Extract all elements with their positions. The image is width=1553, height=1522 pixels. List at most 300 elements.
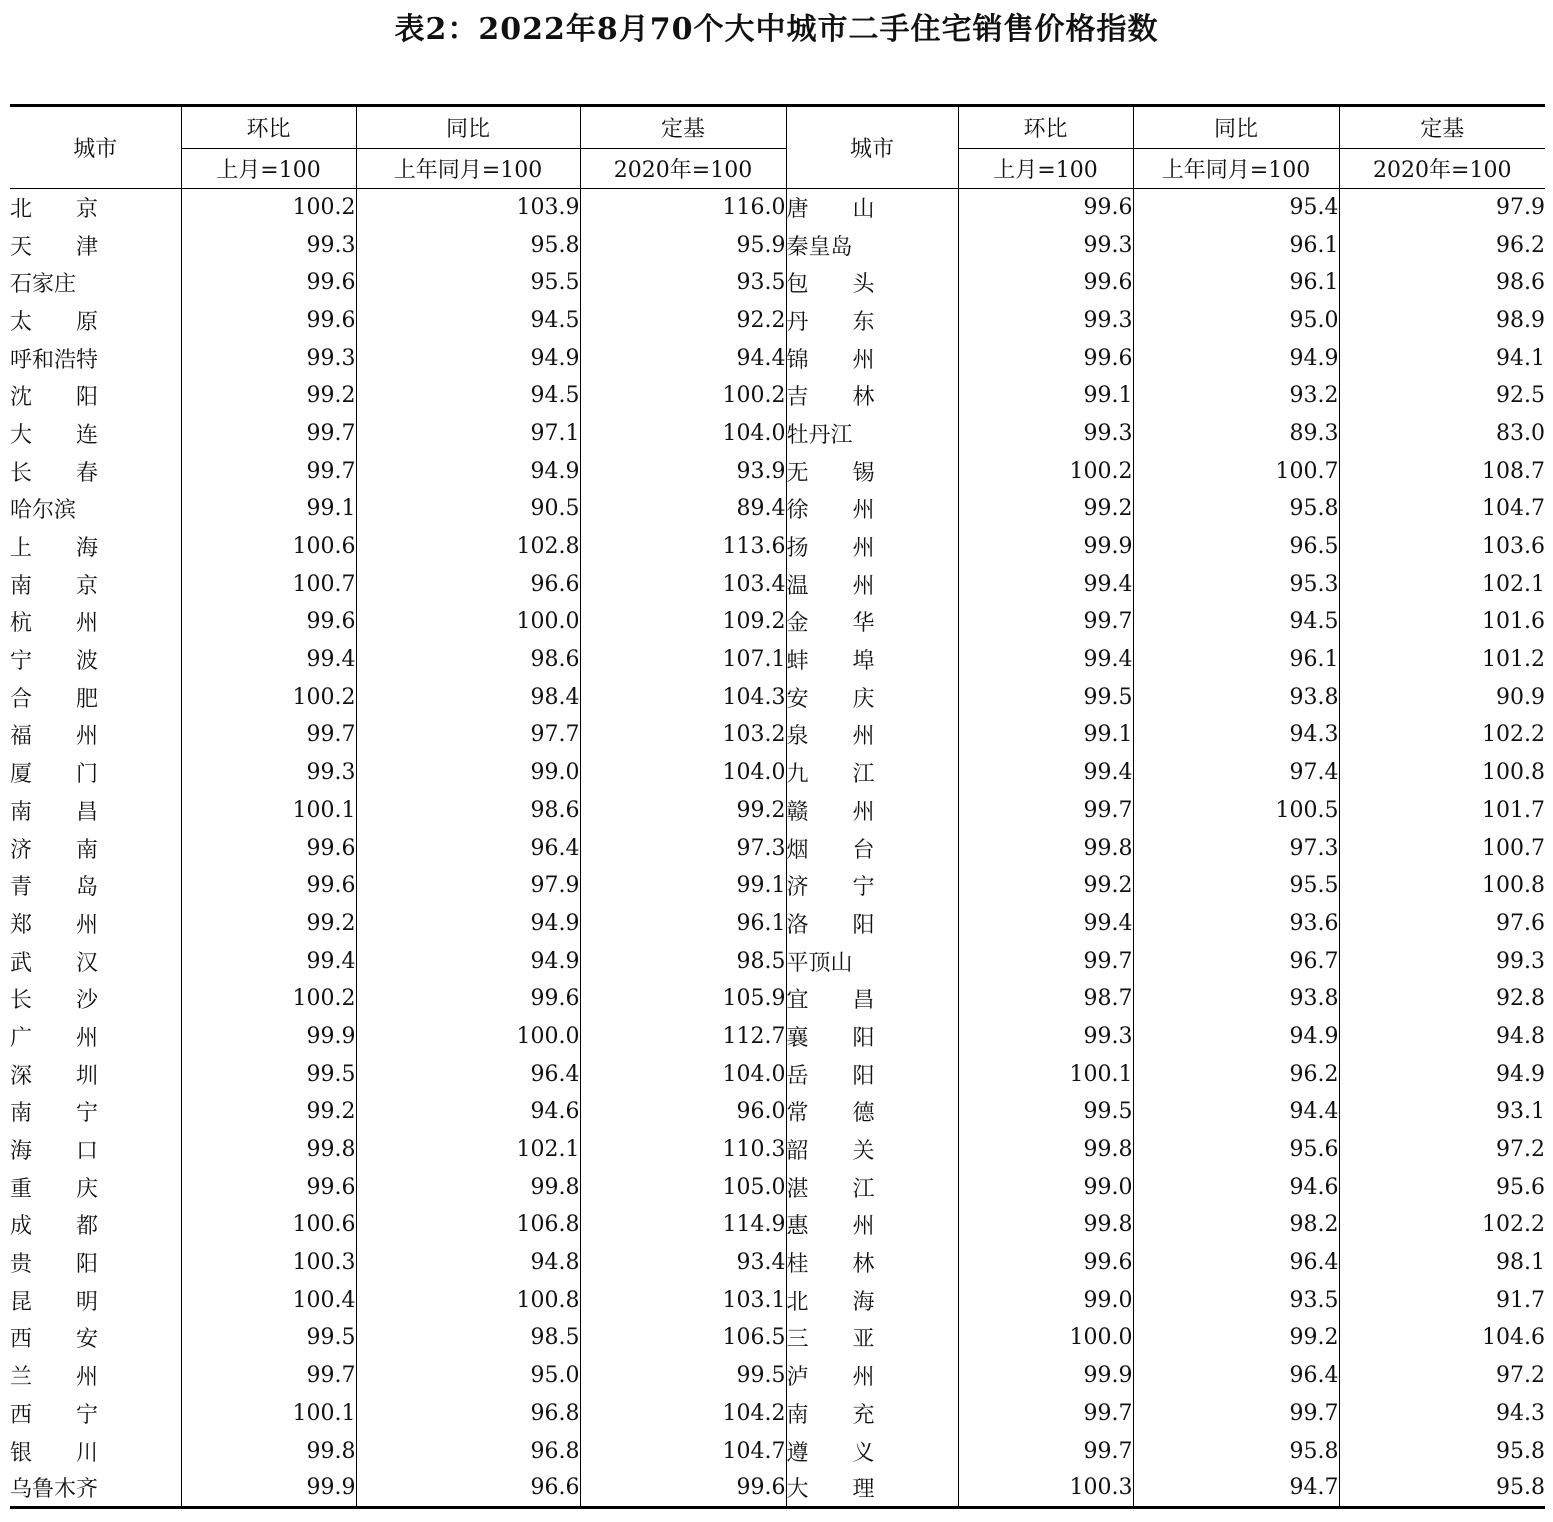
mom-cell-left: 100.3	[181, 1244, 356, 1282]
mom-cell-right: 99.3	[958, 226, 1133, 264]
city-cell-right: 平顶山	[786, 942, 958, 980]
fixed-cell-left: 107.1	[580, 641, 786, 679]
city-cell-right: 无 锡	[786, 452, 958, 490]
city-cell-left: 南 京	[10, 573, 99, 599]
yoy-cell-right: 96.4	[1133, 1244, 1339, 1282]
city-cell-left: 北 京	[10, 197, 99, 223]
fixed-base-left: 2020年=100	[580, 149, 786, 189]
city-cell-left: 太 原	[10, 309, 99, 335]
yoy-cell-left: 95.8	[356, 226, 580, 264]
fixed-header-right: 定基	[1339, 106, 1545, 149]
city-cell-left: 贵 阳	[10, 1252, 99, 1278]
mom-cell-left: 99.3	[181, 754, 356, 792]
city-cell-left: 合 肥	[10, 686, 99, 712]
yoy-cell-right: 95.4	[1133, 189, 1339, 227]
fixed-cell-right: 95.8	[1339, 1470, 1545, 1508]
fixed-cell-left: 105.9	[580, 980, 786, 1018]
yoy-cell-left: 97.1	[356, 415, 580, 453]
mom-cell-right: 100.3	[958, 1470, 1133, 1508]
fixed-base-right: 2020年=100	[1339, 149, 1545, 189]
yoy-cell-right: 99.2	[1133, 1319, 1339, 1357]
table-row	[10, 980, 1545, 1018]
table-row	[10, 1319, 1545, 1357]
fixed-cell-right: 98.1	[1339, 1244, 1545, 1282]
city-cell-left: 哈尔滨	[10, 498, 77, 524]
city-cell-right: 遵 义	[786, 1432, 958, 1470]
yoy-cell-right: 95.6	[1133, 1131, 1339, 1169]
fixed-cell-right: 93.1	[1339, 1093, 1545, 1131]
table-row	[10, 867, 1545, 905]
fixed-cell-right: 95.8	[1339, 1432, 1545, 1470]
table-row	[10, 1470, 1545, 1508]
city-cell-right: 包 头	[786, 264, 958, 302]
mom-cell-right: 100.0	[958, 1319, 1133, 1357]
yoy-cell-right: 96.7	[1133, 942, 1339, 980]
yoy-cell-left: 95.0	[356, 1357, 580, 1395]
table-row	[10, 1281, 1545, 1319]
yoy-cell-left: 94.9	[356, 452, 580, 490]
table-row	[10, 641, 1545, 679]
mom-cell-left: 99.9	[181, 1470, 356, 1508]
mom-cell-left: 99.5	[181, 1055, 356, 1093]
city-cell-left: 天 津	[10, 234, 99, 260]
city-cell-left: 青 岛	[10, 875, 99, 901]
yoy-header-right: 同比	[1133, 106, 1339, 149]
table-row	[10, 1244, 1545, 1282]
fixed-cell-left: 93.5	[580, 264, 786, 302]
table-row	[10, 1206, 1545, 1244]
table-row	[10, 678, 1545, 716]
fixed-cell-right: 97.9	[1339, 189, 1545, 227]
yoy-cell-right: 96.2	[1133, 1055, 1339, 1093]
mom-cell-left: 99.6	[181, 829, 356, 867]
fixed-cell-left: 94.4	[580, 339, 786, 377]
mom-cell-right: 99.8	[958, 1131, 1133, 1169]
fixed-cell-left: 99.6	[580, 1470, 786, 1508]
yoy-cell-right: 95.0	[1133, 302, 1339, 340]
table-title: 表2：2022年8月70个大中城市二手住宅销售价格指数	[394, 12, 1159, 47]
mom-base-right: 上月=100	[958, 149, 1133, 189]
city-cell-right: 济 宁	[786, 867, 958, 905]
fixed-cell-right: 100.8	[1339, 754, 1545, 792]
fixed-cell-left: 112.7	[580, 1018, 786, 1056]
table-row	[10, 942, 1545, 980]
yoy-cell-left: 100.0	[356, 603, 580, 641]
yoy-cell-left: 100.8	[356, 1281, 580, 1319]
mom-cell-right: 99.2	[958, 490, 1133, 528]
fixed-cell-right: 98.9	[1339, 302, 1545, 340]
mom-base-left: 上月=100	[181, 149, 356, 189]
city-cell-left: 长 沙	[10, 988, 99, 1014]
mom-cell-right: 99.1	[958, 716, 1133, 754]
mom-cell-left: 99.5	[181, 1319, 356, 1357]
city-cell-right: 徐 州	[786, 490, 958, 528]
table-row	[10, 792, 1545, 830]
mom-cell-right: 99.9	[958, 1357, 1133, 1395]
mom-cell-right: 99.0	[958, 1168, 1133, 1206]
fixed-cell-left: 104.0	[580, 415, 786, 453]
yoy-cell-left: 106.8	[356, 1206, 580, 1244]
city-cell-left: 广 州	[10, 1025, 99, 1051]
yoy-cell-left: 90.5	[356, 490, 580, 528]
mom-cell-left: 99.7	[181, 452, 356, 490]
yoy-cell-left: 99.6	[356, 980, 580, 1018]
mom-cell-left: 99.7	[181, 716, 356, 754]
fixed-cell-right: 100.8	[1339, 867, 1545, 905]
yoy-cell-left: 94.6	[356, 1093, 580, 1131]
city-cell-right: 温 州	[786, 565, 958, 603]
mom-cell-left: 99.9	[181, 1018, 356, 1056]
mom-cell-left: 99.4	[181, 641, 356, 679]
city-cell-left: 上 海	[10, 536, 99, 562]
city-cell-right: 九 江	[786, 754, 958, 792]
table-row	[10, 1018, 1545, 1056]
mom-cell-right: 98.7	[958, 980, 1133, 1018]
fixed-cell-left: 110.3	[580, 1131, 786, 1169]
mom-cell-left: 99.8	[181, 1432, 356, 1470]
yoy-cell-left: 96.6	[356, 565, 580, 603]
city-cell-left: 重 庆	[10, 1176, 99, 1202]
city-cell-right: 金 华	[786, 603, 958, 641]
city-cell-left: 石家庄	[10, 272, 77, 298]
mom-cell-right: 100.1	[958, 1055, 1133, 1093]
mom-cell-left: 99.6	[181, 1168, 356, 1206]
city-cell-right: 南 充	[786, 1395, 958, 1433]
fixed-cell-left: 114.9	[580, 1206, 786, 1244]
yoy-cell-left: 98.4	[356, 678, 580, 716]
yoy-cell-left: 94.9	[356, 339, 580, 377]
mom-cell-right: 99.3	[958, 1018, 1133, 1056]
city-cell-right: 桂 林	[786, 1244, 958, 1282]
fixed-cell-left: 109.2	[580, 603, 786, 641]
city-cell-left: 呼和浩特	[10, 347, 99, 373]
yoy-cell-right: 96.1	[1133, 264, 1339, 302]
mom-cell-right: 99.6	[958, 189, 1133, 227]
mom-cell-right: 99.6	[958, 264, 1133, 302]
yoy-base-right: 上年同月=100	[1133, 149, 1339, 189]
yoy-cell-right: 96.1	[1133, 641, 1339, 679]
mom-cell-left: 100.6	[181, 528, 356, 566]
city-cell-left: 福 州	[10, 724, 99, 750]
mom-cell-right: 99.9	[958, 528, 1133, 566]
mom-cell-right: 99.5	[958, 678, 1133, 716]
yoy-cell-left: 96.4	[356, 829, 580, 867]
city-cell-left: 兰 州	[10, 1365, 99, 1391]
fixed-cell-right: 102.2	[1339, 716, 1545, 754]
fixed-cell-left: 93.4	[580, 1244, 786, 1282]
table-row	[10, 490, 1545, 528]
mom-header-right: 环比	[958, 106, 1133, 149]
fixed-cell-right: 100.7	[1339, 829, 1545, 867]
city-cell-right: 湛 江	[786, 1168, 958, 1206]
table-row	[10, 377, 1545, 415]
city-cell-left: 海 口	[10, 1139, 99, 1165]
city-cell-right: 北 海	[786, 1281, 958, 1319]
city-cell-left: 郑 州	[10, 912, 99, 938]
mom-cell-right: 99.4	[958, 905, 1133, 943]
table-row	[10, 1131, 1545, 1169]
yoy-cell-right: 93.8	[1133, 678, 1339, 716]
fixed-cell-right: 96.2	[1339, 226, 1545, 264]
fixed-cell-right: 94.3	[1339, 1395, 1545, 1433]
table-row	[10, 603, 1545, 641]
yoy-cell-left: 99.0	[356, 754, 580, 792]
yoy-cell-right: 94.3	[1133, 716, 1339, 754]
city-cell-left: 西 宁	[10, 1402, 99, 1428]
mom-cell-right: 99.3	[958, 302, 1133, 340]
city-cell-right: 蚌 埠	[786, 641, 958, 679]
yoy-cell-right: 96.4	[1133, 1357, 1339, 1395]
mom-cell-left: 100.1	[181, 1395, 356, 1433]
mom-cell-left: 99.7	[181, 1357, 356, 1395]
mom-cell-right: 99.1	[958, 377, 1133, 415]
yoy-cell-right: 89.3	[1133, 415, 1339, 453]
city-cell-left: 南 昌	[10, 799, 99, 825]
yoy-cell-right: 93.8	[1133, 980, 1339, 1018]
fixed-cell-right: 91.7	[1339, 1281, 1545, 1319]
fixed-cell-right: 101.6	[1339, 603, 1545, 641]
yoy-cell-left: 97.7	[356, 716, 580, 754]
mom-header-left: 环比	[181, 106, 356, 149]
table-row	[10, 415, 1545, 453]
mom-cell-left: 99.3	[181, 339, 356, 377]
yoy-cell-left: 94.9	[356, 905, 580, 943]
yoy-cell-left: 96.4	[356, 1055, 580, 1093]
yoy-base-left: 上年同月=100	[356, 149, 580, 189]
city-cell-right: 唐 山	[786, 189, 958, 227]
yoy-cell-right: 96.1	[1133, 226, 1339, 264]
yoy-cell-right: 94.6	[1133, 1168, 1339, 1206]
yoy-cell-right: 97.3	[1133, 829, 1339, 867]
mom-cell-left: 99.7	[181, 415, 356, 453]
fixed-cell-right: 102.1	[1339, 565, 1545, 603]
fixed-cell-right: 102.2	[1339, 1206, 1545, 1244]
yoy-cell-right: 97.4	[1133, 754, 1339, 792]
fixed-cell-right: 92.8	[1339, 980, 1545, 1018]
city-cell-left: 武 汉	[10, 950, 99, 976]
mom-cell-right: 99.7	[958, 792, 1133, 830]
yoy-cell-left: 96.8	[356, 1432, 580, 1470]
yoy-cell-left: 96.6	[356, 1470, 580, 1508]
mom-cell-left: 99.1	[181, 490, 356, 528]
mom-cell-right: 99.0	[958, 1281, 1133, 1319]
fixed-cell-left: 105.0	[580, 1168, 786, 1206]
table-row	[10, 829, 1545, 867]
fixed-cell-right: 83.0	[1339, 415, 1545, 453]
city-cell-right: 赣 州	[786, 792, 958, 830]
yoy-cell-left: 95.5	[356, 264, 580, 302]
fixed-cell-right: 103.6	[1339, 528, 1545, 566]
mom-cell-right: 99.5	[958, 1093, 1133, 1131]
mom-cell-right: 99.3	[958, 415, 1133, 453]
fixed-cell-right: 92.5	[1339, 377, 1545, 415]
table-row	[10, 905, 1545, 943]
city-header-left: 城市	[10, 106, 181, 189]
fixed-cell-left: 92.2	[580, 302, 786, 340]
city-cell-right: 牡丹江	[786, 415, 958, 453]
yoy-cell-right: 100.5	[1133, 792, 1339, 830]
city-cell-left: 乌鲁木齐	[10, 1477, 99, 1503]
mom-cell-left: 99.6	[181, 867, 356, 905]
mom-cell-right: 99.7	[958, 1432, 1133, 1470]
city-cell-right: 泸 州	[786, 1357, 958, 1395]
city-cell-right: 烟 台	[786, 829, 958, 867]
city-cell-right: 丹 东	[786, 302, 958, 340]
table-row	[10, 1055, 1545, 1093]
fixed-cell-left: 103.2	[580, 716, 786, 754]
table-row	[10, 1093, 1545, 1131]
city-cell-right: 宜 昌	[786, 980, 958, 1018]
fixed-cell-right: 98.6	[1339, 264, 1545, 302]
fixed-cell-right: 97.2	[1339, 1357, 1545, 1395]
yoy-cell-right: 93.5	[1133, 1281, 1339, 1319]
fixed-cell-left: 97.3	[580, 829, 786, 867]
table-row	[10, 528, 1545, 566]
fixed-cell-left: 96.0	[580, 1093, 786, 1131]
mom-cell-left: 99.8	[181, 1131, 356, 1169]
fixed-cell-left: 103.4	[580, 565, 786, 603]
yoy-cell-left: 102.8	[356, 528, 580, 566]
mom-cell-left: 99.2	[181, 905, 356, 943]
fixed-cell-right: 94.1	[1339, 339, 1545, 377]
city-cell-left: 西 安	[10, 1327, 99, 1353]
city-cell-right: 吉 林	[786, 377, 958, 415]
mom-cell-left: 100.1	[181, 792, 356, 830]
mom-cell-right: 99.7	[958, 942, 1133, 980]
city-cell-left: 沈 阳	[10, 385, 99, 411]
fixed-cell-left: 100.2	[580, 377, 786, 415]
fixed-cell-left: 99.2	[580, 792, 786, 830]
yoy-cell-left: 96.8	[356, 1395, 580, 1433]
city-header-right: 城市	[786, 106, 958, 189]
mom-cell-left: 100.7	[181, 565, 356, 603]
city-cell-left: 深 圳	[10, 1063, 99, 1089]
fixed-cell-right: 99.3	[1339, 942, 1545, 980]
fixed-cell-left: 106.5	[580, 1319, 786, 1357]
mom-cell-right: 99.4	[958, 754, 1133, 792]
mom-cell-left: 100.6	[181, 1206, 356, 1244]
table-row	[10, 264, 1545, 302]
mom-cell-right: 99.7	[958, 1395, 1133, 1433]
yoy-cell-right: 95.8	[1133, 1432, 1339, 1470]
fixed-cell-left: 104.7	[580, 1432, 786, 1470]
price-index-table	[10, 104, 1545, 1509]
mom-cell-left: 99.6	[181, 264, 356, 302]
table-row	[10, 565, 1545, 603]
city-cell-left: 宁 波	[10, 649, 99, 675]
yoy-cell-left: 94.5	[356, 377, 580, 415]
city-cell-right: 惠 州	[786, 1206, 958, 1244]
city-cell-right: 三 亚	[786, 1319, 958, 1357]
mom-cell-left: 100.2	[181, 980, 356, 1018]
mom-cell-left: 99.4	[181, 942, 356, 980]
city-cell-right: 扬 州	[786, 528, 958, 566]
city-cell-right: 泉 州	[786, 716, 958, 754]
fixed-header-left: 定基	[580, 106, 786, 149]
yoy-cell-right: 95.8	[1133, 490, 1339, 528]
yoy-cell-left: 98.6	[356, 792, 580, 830]
city-cell-left: 成 都	[10, 1214, 99, 1240]
fixed-cell-right: 97.6	[1339, 905, 1545, 943]
fixed-cell-left: 89.4	[580, 490, 786, 528]
fixed-cell-right: 104.7	[1339, 490, 1545, 528]
table-row	[10, 1357, 1545, 1395]
mom-cell-left: 100.4	[181, 1281, 356, 1319]
fixed-cell-right: 94.8	[1339, 1018, 1545, 1056]
yoy-cell-right: 94.9	[1133, 1018, 1339, 1056]
table-row	[10, 754, 1545, 792]
fixed-cell-right: 104.6	[1339, 1319, 1545, 1357]
fixed-cell-left: 104.2	[580, 1395, 786, 1433]
fixed-cell-left: 103.1	[580, 1281, 786, 1319]
fixed-cell-left: 104.3	[580, 678, 786, 716]
yoy-cell-right: 95.3	[1133, 565, 1339, 603]
city-cell-right: 秦皇岛	[786, 226, 958, 264]
fixed-cell-left: 104.0	[580, 754, 786, 792]
city-cell-right: 大 理	[786, 1470, 958, 1508]
yoy-cell-left: 102.1	[356, 1131, 580, 1169]
table-row	[10, 1168, 1545, 1206]
yoy-cell-right: 95.5	[1133, 867, 1339, 905]
yoy-cell-right: 94.7	[1133, 1470, 1339, 1508]
fixed-cell-right: 95.6	[1339, 1168, 1545, 1206]
table-row	[10, 1395, 1545, 1433]
yoy-cell-right: 99.7	[1133, 1395, 1339, 1433]
fixed-cell-right: 101.7	[1339, 792, 1545, 830]
fixed-cell-right: 101.2	[1339, 641, 1545, 679]
mom-cell-right: 99.4	[958, 641, 1133, 679]
table-row	[10, 716, 1545, 754]
fixed-cell-left: 99.1	[580, 867, 786, 905]
city-cell-left: 南 宁	[10, 1101, 99, 1127]
mom-cell-left: 99.3	[181, 226, 356, 264]
city-cell-left: 厦 门	[10, 762, 99, 788]
yoy-cell-right: 100.7	[1133, 452, 1339, 490]
table-row	[10, 339, 1545, 377]
mom-cell-left: 99.6	[181, 603, 356, 641]
mom-cell-right: 99.8	[958, 829, 1133, 867]
yoy-cell-right: 93.6	[1133, 905, 1339, 943]
table-row	[10, 302, 1545, 340]
mom-cell-right: 99.4	[958, 565, 1133, 603]
yoy-cell-right: 94.5	[1133, 603, 1339, 641]
mom-cell-right: 99.6	[958, 1244, 1133, 1282]
mom-cell-right: 99.2	[958, 867, 1133, 905]
yoy-cell-right: 96.5	[1133, 528, 1339, 566]
mom-cell-right: 100.2	[958, 452, 1133, 490]
city-cell-left: 长 春	[10, 460, 99, 486]
mom-cell-left: 99.6	[181, 302, 356, 340]
mom-cell-left: 100.2	[181, 678, 356, 716]
mom-cell-left: 99.2	[181, 377, 356, 415]
mom-cell-left: 99.2	[181, 1093, 356, 1131]
mom-cell-right: 99.6	[958, 339, 1133, 377]
city-cell-right: 洛 阳	[786, 905, 958, 943]
yoy-header-left: 同比	[356, 106, 580, 149]
fixed-cell-left: 95.9	[580, 226, 786, 264]
fixed-cell-left: 104.0	[580, 1055, 786, 1093]
yoy-cell-right: 93.2	[1133, 377, 1339, 415]
table-row	[10, 226, 1545, 264]
yoy-cell-right: 94.4	[1133, 1093, 1339, 1131]
city-cell-left: 银 川	[10, 1440, 99, 1466]
yoy-cell-left: 98.6	[356, 641, 580, 679]
fixed-cell-left: 99.5	[580, 1357, 786, 1395]
table-row	[10, 189, 1545, 227]
table-row	[10, 452, 1545, 490]
yoy-cell-left: 94.5	[356, 302, 580, 340]
fixed-cell-left: 96.1	[580, 905, 786, 943]
